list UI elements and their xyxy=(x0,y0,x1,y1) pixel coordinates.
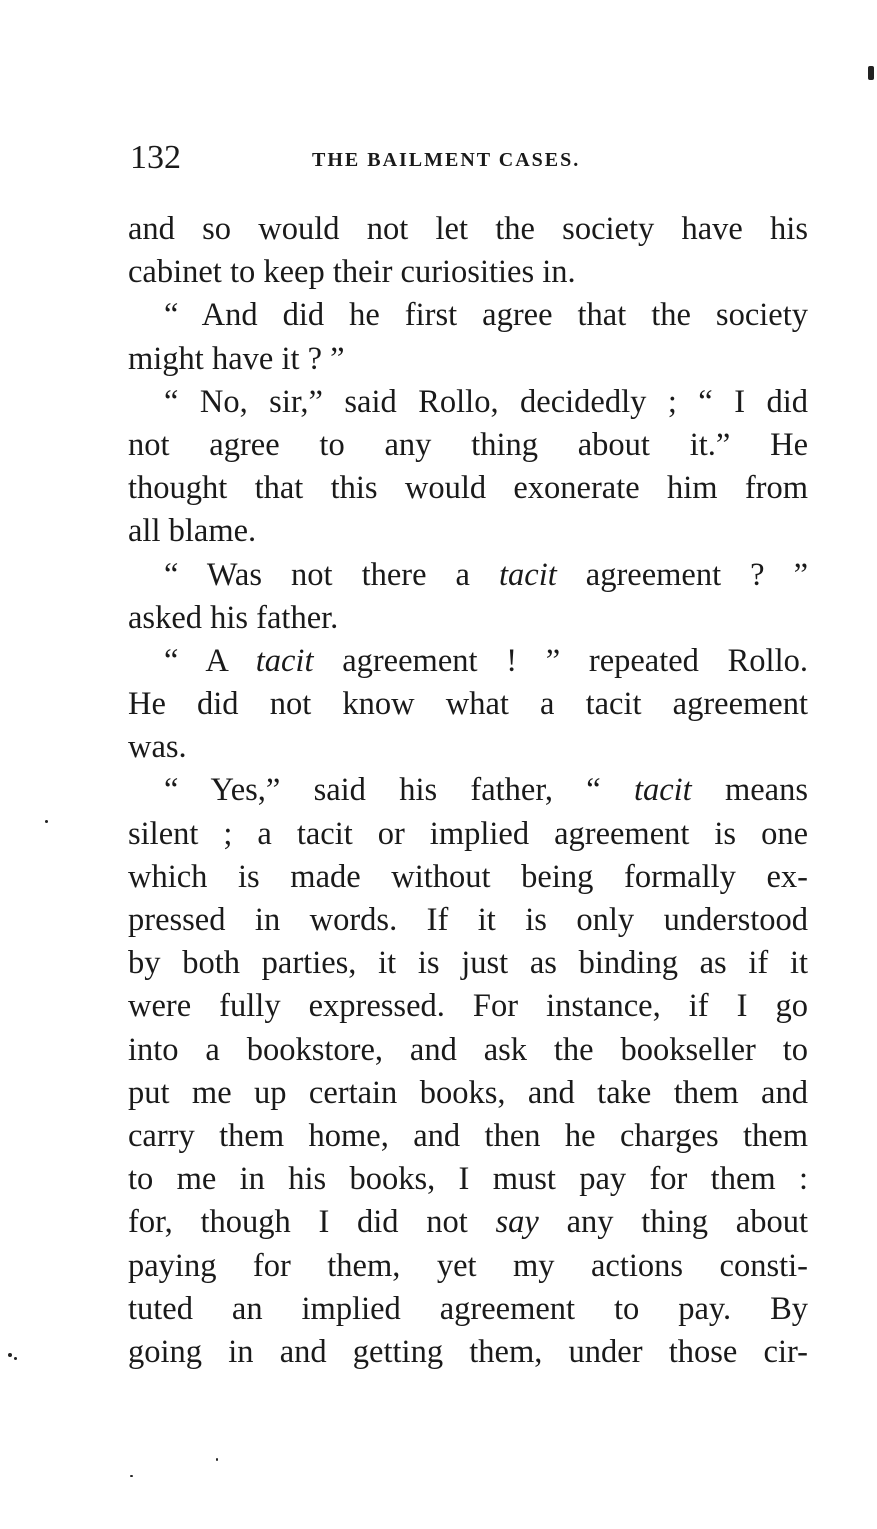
text-line: He did not know what a tacit agreement xyxy=(128,686,808,723)
text-line: asked his father. xyxy=(128,599,339,636)
text-segment: for, though I did not xyxy=(128,1204,496,1241)
running-head: THE BAILMENT CASES. xyxy=(312,149,581,171)
text-line: into a bookstore, and ask the bookseller to xyxy=(128,1031,808,1068)
text-line: going in and getting them, under those cir- xyxy=(128,1333,808,1370)
text-line xyxy=(128,1201,808,1244)
italic-word: say xyxy=(495,1204,539,1241)
text-line: “ And did he first agree that the society xyxy=(164,297,808,334)
text-segment: agreement ? ” xyxy=(556,556,809,593)
text-segment: “ Yes,” said his father, “ xyxy=(164,772,634,809)
text-line: paying for them, yet my actions consti- xyxy=(128,1247,808,1284)
body-text xyxy=(128,208,808,1374)
text-line: not agree to any thing about it.” He xyxy=(128,426,808,463)
text-line: to me in his books, I must pay for them : xyxy=(128,1161,808,1198)
page-header xyxy=(130,138,810,178)
text-line: cabinet to keep their curiosities in. xyxy=(128,254,576,291)
italic-word: tacit xyxy=(255,642,314,679)
text-segment: agreement ! ” repeated Rollo. xyxy=(313,642,808,679)
text-line xyxy=(128,769,808,812)
scan-speck xyxy=(130,1475,133,1477)
text-line xyxy=(128,554,808,597)
text-line: were fully expressed. For instance, if I go xyxy=(128,988,808,1025)
scan-speck xyxy=(14,1357,17,1360)
text-line: might have it ? ” xyxy=(128,340,345,377)
text-line: silent ; a tacit or implied agreement is one xyxy=(128,815,808,852)
scan-speck xyxy=(216,1458,218,1461)
text-segment: “ A xyxy=(164,642,256,679)
text-line: which is made without being formally ex- xyxy=(128,858,808,895)
text-line: by both parties, it is just as binding as if it xyxy=(128,945,808,982)
scan-speck xyxy=(8,1353,12,1357)
text-line: and so would not let the society have his xyxy=(128,211,808,247)
italic-word: tacit xyxy=(499,556,557,593)
scan-speck xyxy=(868,66,874,80)
page-number: 132 xyxy=(130,139,181,176)
text-line: was. xyxy=(128,729,187,766)
text-line: put me up certain books, and take them and xyxy=(128,1074,808,1111)
text-segment: any thing about xyxy=(538,1204,808,1241)
text-line: pressed in words. If it is only understood xyxy=(128,902,808,938)
text-line: all blame. xyxy=(128,513,257,550)
text-line: thought that this would exonerate him from xyxy=(128,470,808,507)
text-segment: “ Was not there a xyxy=(164,556,499,593)
text-line: carry them home, and then he charges them xyxy=(128,1117,808,1154)
scan-speck xyxy=(45,820,48,823)
italic-word: tacit xyxy=(633,772,692,809)
text-segment: means xyxy=(691,772,808,809)
text-line xyxy=(128,640,808,683)
text-line: tuted an implied agreement to pay. By xyxy=(128,1290,808,1327)
text-line: “ No, sir,” said Rollo, decidedly ; “ I did xyxy=(164,383,808,420)
